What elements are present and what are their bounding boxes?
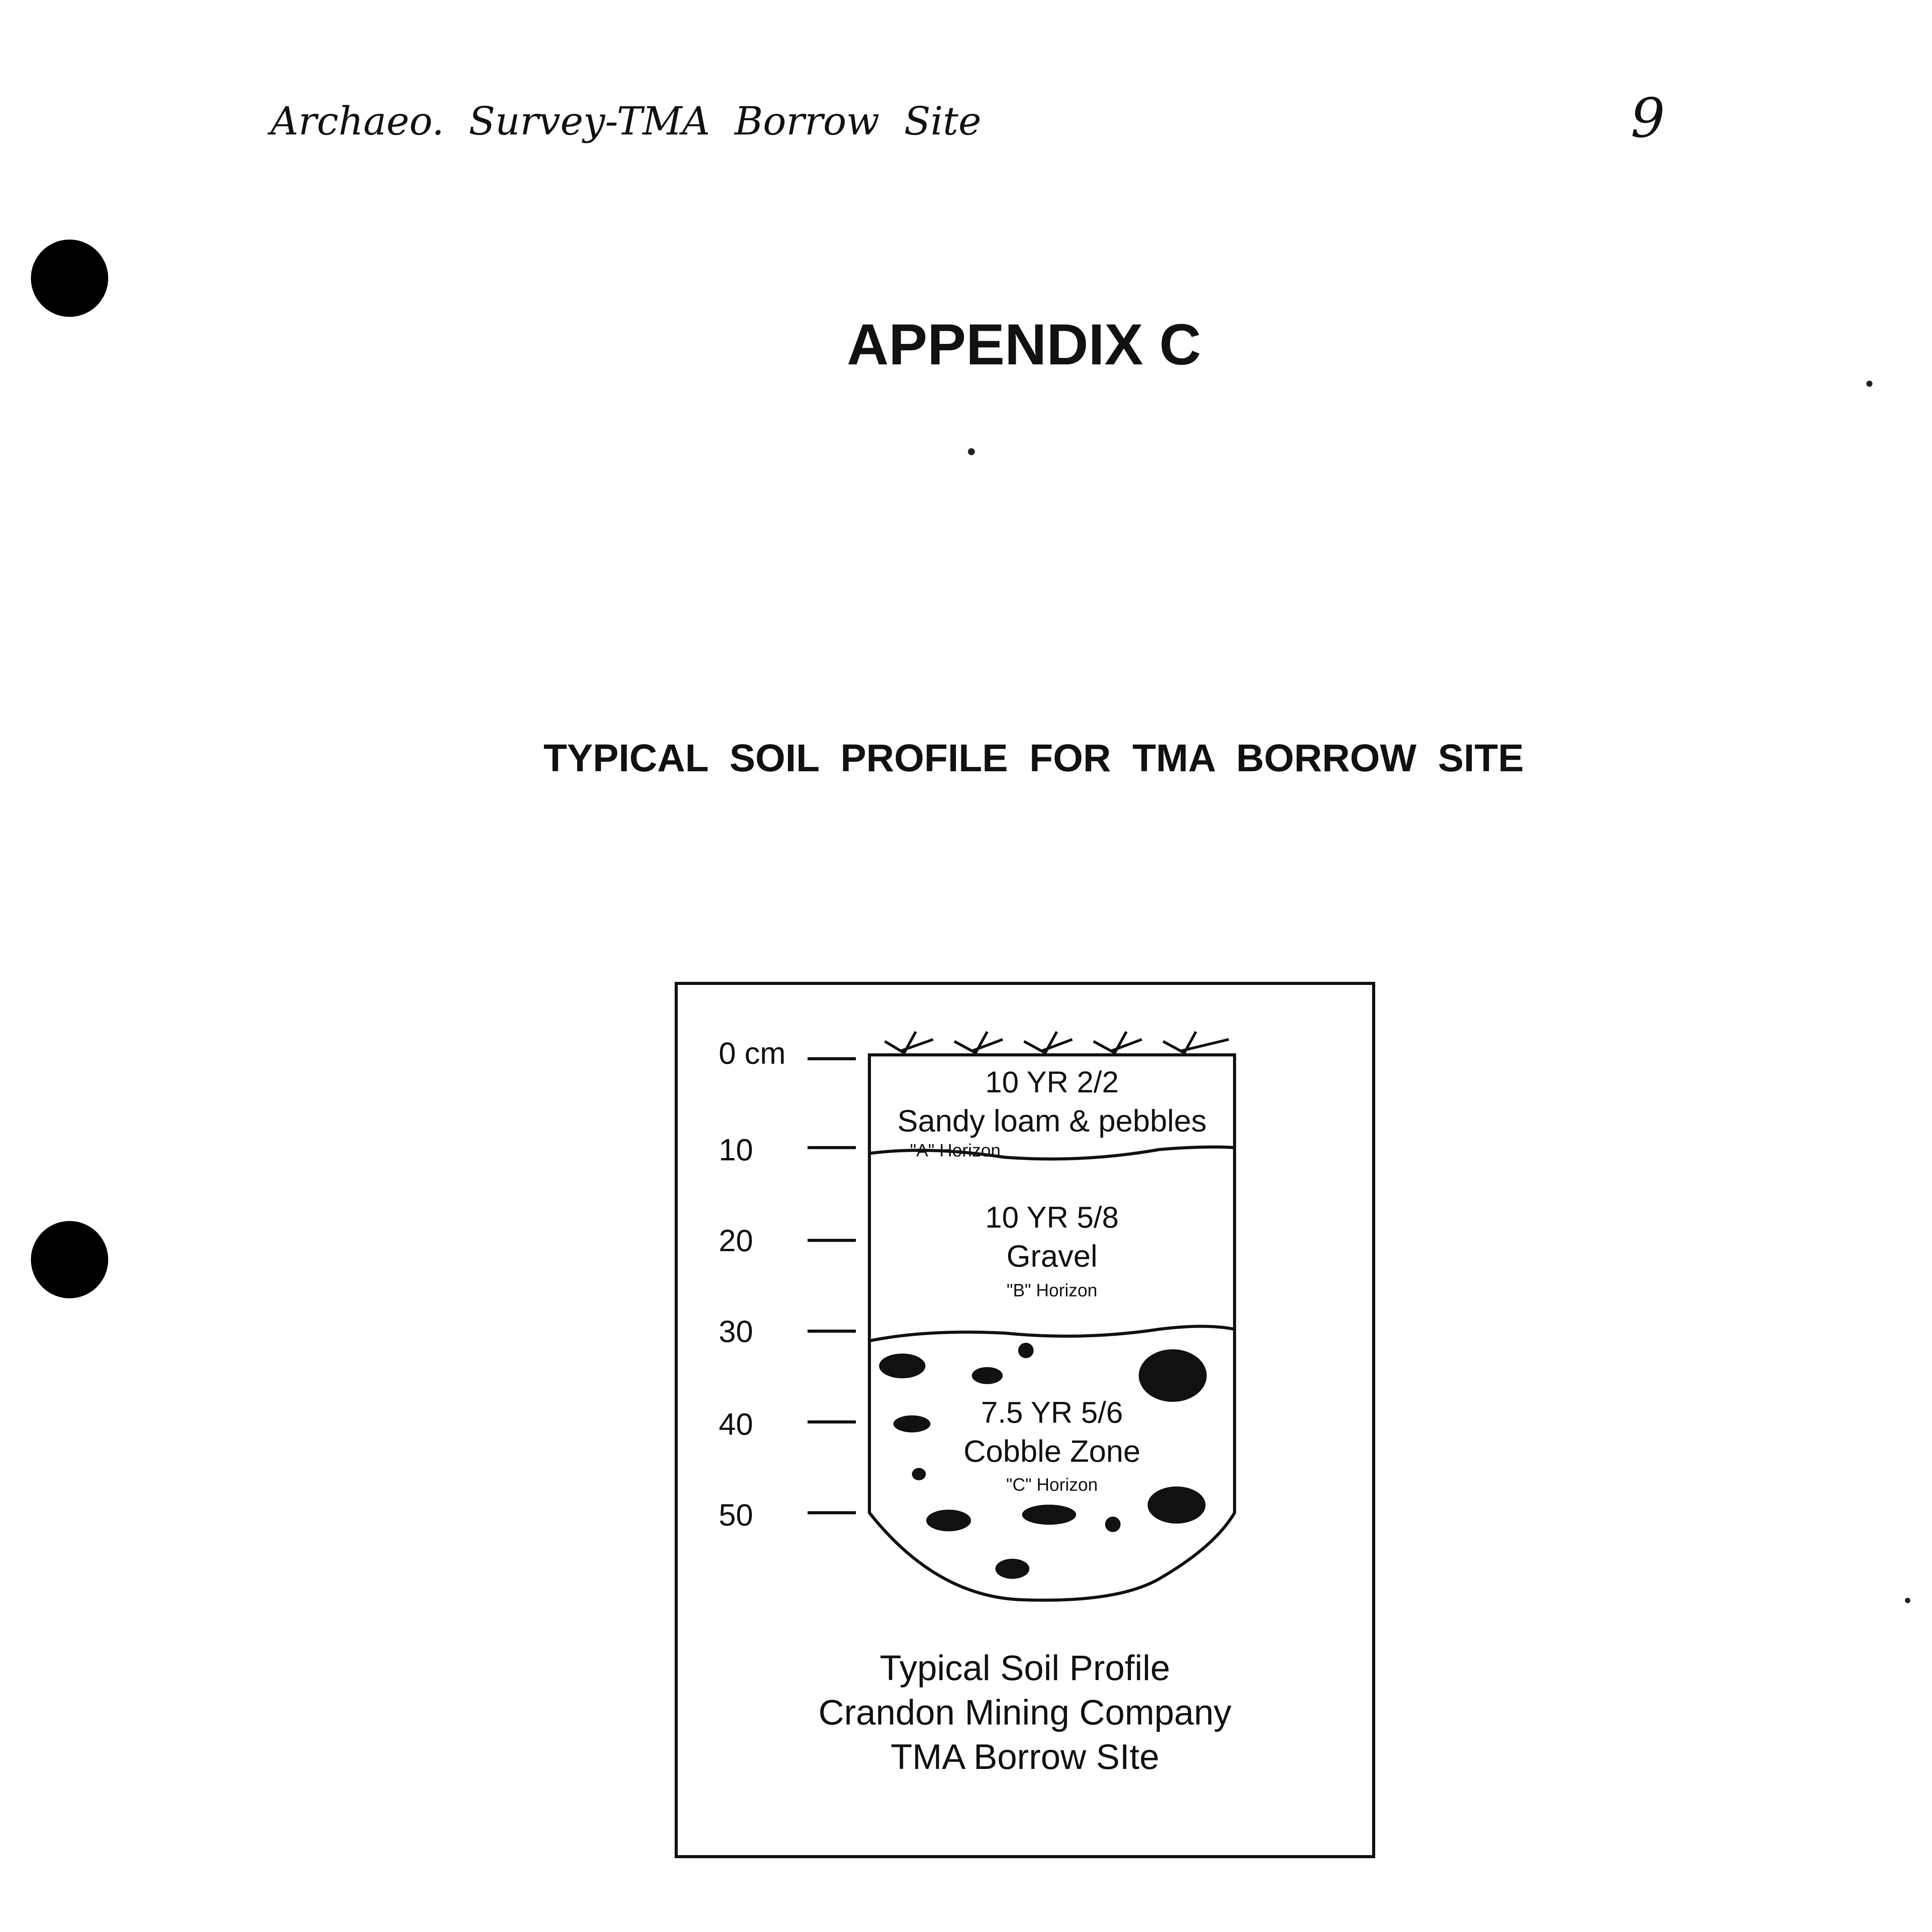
depth-label-40: 40 <box>719 1407 753 1441</box>
page-number: 9 <box>1631 87 1665 150</box>
figure-caption-line1: Typical Soil Profile <box>879 1648 1170 1688</box>
horizon-a-color-code: 10 YR 2/2 <box>985 1065 1119 1099</box>
cobble <box>926 1510 971 1531</box>
vegetation-marks <box>885 1032 1229 1053</box>
cobble <box>995 1559 1029 1579</box>
cobble <box>1139 1349 1207 1402</box>
cobble <box>1105 1517 1121 1532</box>
figure-caption-line3: TMA Borrow SIte <box>890 1737 1160 1777</box>
horizon-b-description: Gravel <box>1006 1239 1098 1273</box>
depth-ticks <box>808 1059 856 1513</box>
horizon-boundary-b-c <box>869 1327 1235 1341</box>
horizon-b-color-code: 10 YR 5/8 <box>985 1200 1119 1234</box>
appendix-title: APPENDIX C <box>847 312 1201 377</box>
depth-label-0: 0 cm <box>719 1036 786 1070</box>
cobble <box>1018 1343 1034 1358</box>
horizon-b-label: "B" Horizon <box>1007 1280 1097 1300</box>
cobble <box>972 1367 1003 1384</box>
depth-label-10: 10 <box>719 1133 753 1167</box>
horizon-a-description: Sandy loam & pebbles <box>897 1104 1207 1138</box>
running-header: Archaeo. Survey-TMA Borrow Site <box>270 99 981 144</box>
horizon-c-label: "C" Horizon <box>1006 1475 1098 1495</box>
depth-label-50: 50 <box>719 1498 753 1532</box>
horizon-c-color-code: 7.5 YR 5/6 <box>981 1395 1123 1429</box>
figure-caption-line2: Crandon Mining Company <box>818 1693 1231 1732</box>
depth-label-20: 20 <box>719 1223 753 1258</box>
depth-label-30: 30 <box>719 1314 753 1349</box>
cobble <box>1022 1505 1076 1525</box>
section-title: TYPICAL SOIL PROFILE FOR TMA BORROW SITE <box>543 736 1524 780</box>
horizon-c-description: Cobble Zone <box>963 1434 1141 1468</box>
horizon-a-label: "A" Horizon <box>910 1140 1001 1160</box>
cobble <box>879 1354 925 1378</box>
